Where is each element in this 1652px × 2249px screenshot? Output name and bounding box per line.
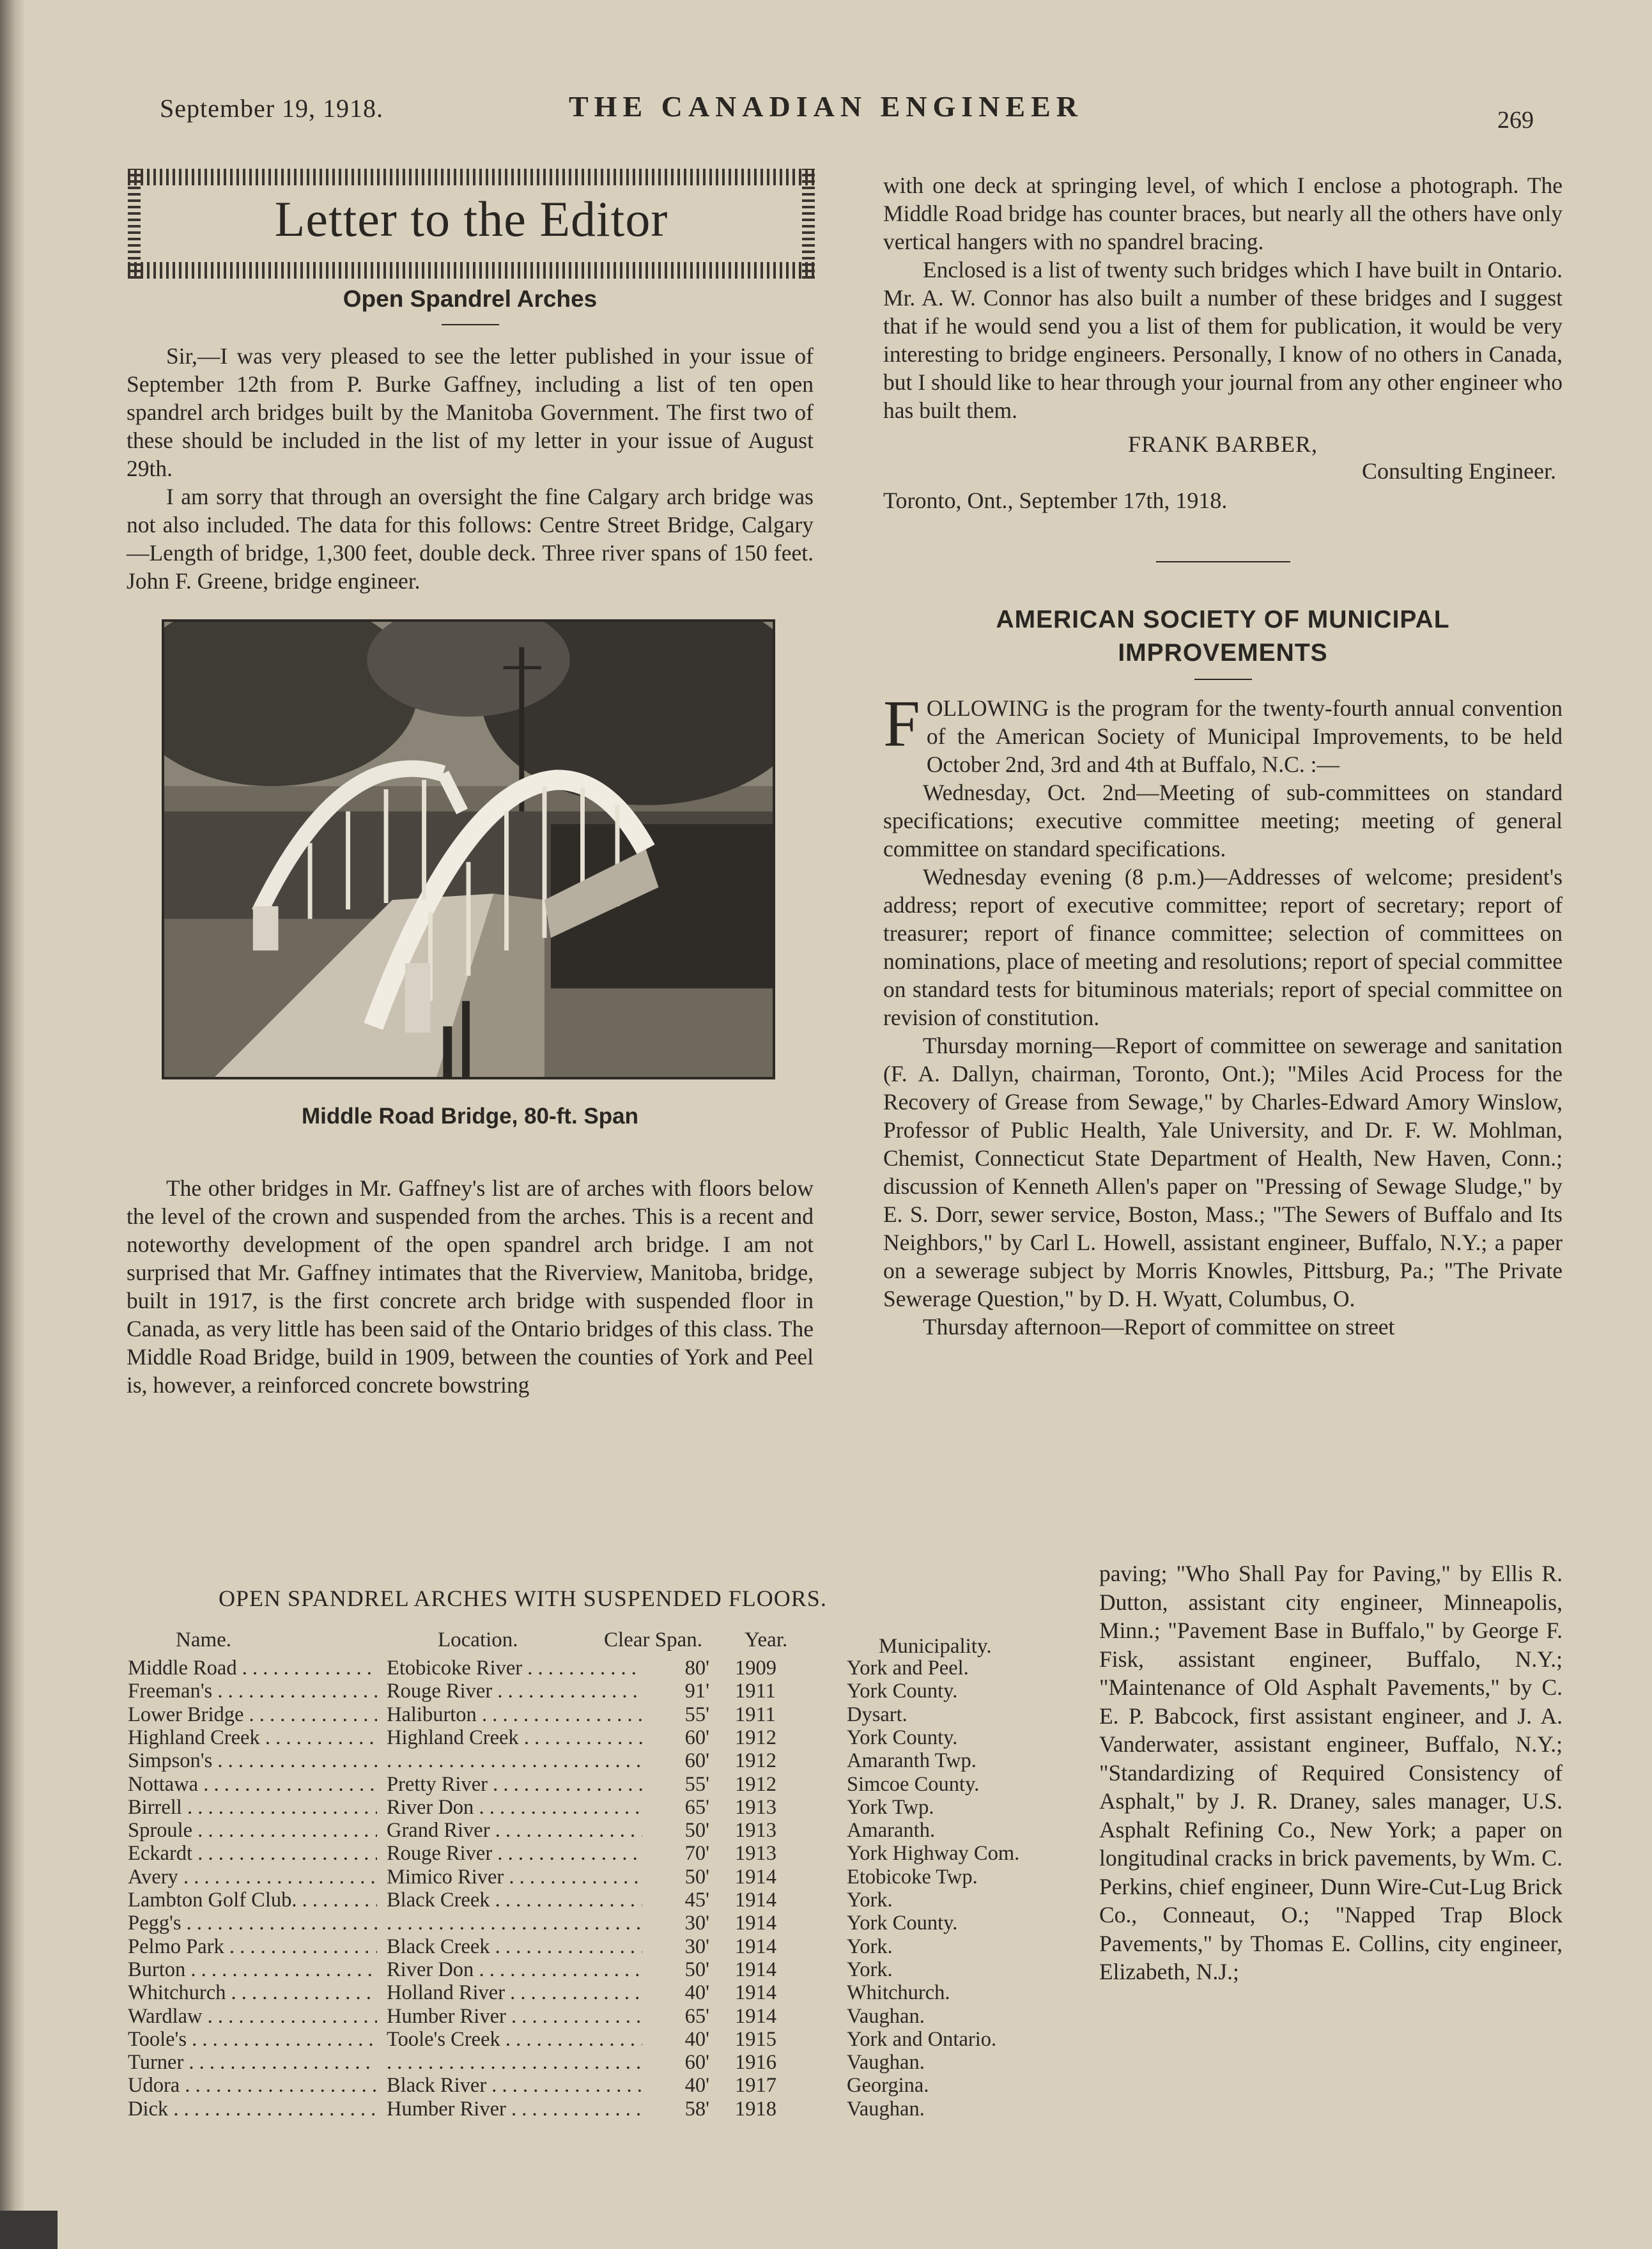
table-header-municipality: Municipality.: [879, 1635, 992, 1658]
table-row: [128, 1703, 1093, 1726]
cell-municipality: York.: [847, 1889, 893, 1912]
cell-municipality: Whitchurch.: [847, 1981, 950, 2005]
left-column: [127, 160, 814, 1399]
cell-year: 1914: [735, 2004, 776, 2028]
table-row: [128, 2074, 1093, 2097]
letter-dateline: Toronto, Ont., September 17th, 1918.: [883, 488, 1228, 513]
cell-span: 50': [684, 1958, 709, 1981]
cell-location: River Don . . .: [387, 1958, 642, 1982]
cell-name: Nottawa . . .: [128, 1773, 377, 1797]
cell-name: Dick . . .: [128, 2098, 377, 2121]
asmi-paragraph-thursday-morning: Thursday morning—Report of committee on sewerage and sanitation (F. A. Dallyn, chairman, Toronto, Ont.); "Miles Acid Process for the Recovery of Grease from Sewage," by Charles-Edward Amory Winslow, Professor of Public Health, Yale University, and Dr. F. W. Mohlman, Chemist, Connecticut State Department of Health, New Haven, Conn.; discussion of Kenneth Allen's paper on "Pressing of Sewage Sludge," by E. S. Dorr, sewer service, Boston, Mass.; "The Sewers of Buffalo and Its Neighbors," by Carl L. Howell, assistant engineer, Buffalo, N.Y.; a paper on a sewerage subject by Morris Knowles, Pittsburg, Pa.; "The Private Sewerage Question," by D. H. Wyatt, Columbus, O.: [883, 1033, 1563, 1311]
cell-location: Black River . . .: [387, 2074, 642, 2098]
page-number: 269: [1497, 107, 1534, 134]
cell-municipality: Vaughan.: [847, 2004, 925, 2028]
cell-municipality: Georgina.: [847, 2074, 929, 2098]
table-row: [128, 2051, 1093, 2074]
cell-location: Rouge River . . .: [387, 1842, 642, 1866]
banner-title: Letter to the Editor: [274, 191, 668, 247]
cell-municipality: York and Ontario.: [847, 2027, 997, 2051]
cell-span: 91': [684, 1680, 709, 1703]
table-header-year: Year.: [745, 1628, 788, 1651]
letter-paragraph-1: Sir,—I was very pleased to see the letter published in your issue of September 12th from P. Burke Gaffney, including a list of ten open spandrel arch bridges built by the Manitoba Government. The first two of these should be included in the list of my letter in your issue of August 29th.: [127, 343, 814, 481]
table-row: [128, 2098, 1093, 2121]
cell-location: Haliburton . . .: [387, 1703, 642, 1727]
cell-year: 1913: [735, 1819, 776, 1843]
asmi-thursday-afternoon-start: Thursday afternoon—Report of committee on street: [923, 1314, 1395, 1340]
cell-year: 1914: [735, 1865, 776, 1889]
cell-span: 55': [684, 1703, 709, 1726]
cell-location: Grand River . . .: [387, 1819, 642, 1843]
journal-title: THE CANADIAN ENGINEER: [569, 90, 1083, 123]
cell-year: 1914: [735, 1935, 776, 1958]
cell-municipality: Etobicoke Twp.: [847, 1865, 978, 1889]
cell-name: Toole's . . .: [128, 2028, 377, 2052]
cell-span: 45': [684, 1889, 709, 1912]
cell-location: Rouge River . . .: [387, 1680, 642, 1703]
cell-municipality: York Highway Com.: [847, 1842, 1020, 1866]
cell-name: Lambton Golf Club. . . .: [128, 1889, 377, 1912]
cell-year: 1916: [735, 2051, 776, 2075]
cell-name: Whitchurch . . .: [128, 1981, 377, 2005]
cell-year: 1912: [735, 1749, 776, 1773]
cell-name: Simpson's . . .: [128, 1749, 377, 1773]
asmi-intro-text: OLLOWING is the program for the twenty-fourth annual convention of the American Society of Municipal Improvements, to be held October 2nd, 3rd and 4th at Buffalo, N.C. :—: [926, 695, 1563, 777]
cell-year: 1914: [735, 1889, 776, 1912]
table-header-span: Clear Span.: [604, 1628, 702, 1651]
cell-name: Avery . . .: [128, 1866, 377, 1889]
cell-name: Lower Bridge . . .: [128, 1703, 377, 1727]
cell-name: Wardlaw . . .: [128, 2005, 377, 2029]
table-header-name: Name.: [176, 1628, 232, 1651]
cell-municipality: York and Peel.: [847, 1657, 969, 1680]
table-row: [128, 1773, 1093, 1796]
cell-municipality: York County.: [847, 1726, 958, 1749]
bridge-photo-illustration: [164, 622, 773, 1077]
cell-municipality: Amaranth Twp.: [847, 1749, 977, 1773]
cell-name: Pegg's . . .: [128, 1912, 377, 1935]
cell-location: Mimico River . . .: [387, 1866, 642, 1889]
cell-location: Toole's Creek . . .: [387, 2028, 642, 2052]
cell-span: 80': [684, 1657, 709, 1680]
signature-title: Consulting Engineer.: [1362, 458, 1556, 484]
table-title: OPEN SPANDREL ARCHES WITH SUSPENDED FLOORS.: [219, 1586, 827, 1611]
cell-municipality: York County.: [847, 1912, 958, 1935]
cell-location: Pretty River . . .: [387, 1773, 642, 1797]
cell-span: 60': [684, 1749, 709, 1773]
letter-to-editor-banner: [128, 160, 815, 272]
table-row: [128, 1889, 1093, 1912]
cell-location: Humber River . . .: [387, 2005, 642, 2029]
table-row: [128, 1958, 1093, 1981]
cell-span: 70': [684, 1842, 709, 1866]
cell-municipality: York.: [847, 1958, 893, 1981]
cell-location: Holland River . . .: [387, 1981, 642, 2005]
cell-year: 1913: [735, 1842, 776, 1866]
cell-year: 1914: [735, 1981, 776, 2005]
cell-span: 40': [684, 1981, 709, 2005]
asmi-heading-line-2: IMPROVEMENTS: [1118, 639, 1328, 667]
cell-year: 1917: [735, 2074, 776, 2098]
table-header-location: Location.: [438, 1628, 518, 1651]
banner-hatch-top: [128, 169, 815, 185]
asmi-thursday-afternoon-rest: paving; "Who Shall Pay for Paving," by Ellis R. Dutton, assistant city engineer, Minneapolis, Minn.; "Pavement Base in Buffalo," by George F. Fisk, assistant engineer, Buffalo, N.Y.; "Maintenance of Old Asphalt Pavements," by C. E. P. Babcock, first assistant engineer, and J. A. Vanderwater, assistant engineer, Buffalo, N.Y.; "Standardizing of Required Consistency of Asphalt," by J. R. Draney, sales manager, U.S. Asphalt Refining Co., New York; a paper on longitudinal cracks in brick pavements, by Wm. C. Perkins, chief engineer, Dunn Wire-Cut-Lug Brick Co., Conneaut, O.; "Napped Trap Block Pavements," by Thomas E. Collins, city engineer, Elizabeth, N.J.;: [1099, 1561, 1563, 1984]
table-row: [128, 1842, 1093, 1865]
table-row: [128, 1680, 1093, 1703]
cell-span: 58': [684, 2097, 709, 2121]
cell-year: 1912: [735, 1726, 776, 1749]
cell-name: Sproule . . .: [128, 1819, 377, 1843]
table-row: [128, 1796, 1093, 1819]
cell-span: 50': [684, 1819, 709, 1843]
asmi-heading-line-1: AMERICAN SOCIETY OF MUNICIPAL: [996, 606, 1450, 633]
table-row: [128, 1981, 1093, 2004]
cell-municipality: Dysart.: [847, 1703, 907, 1726]
cell-location: Etobicoke River . . .: [387, 1657, 642, 1680]
letter-continued: with one deck at springing level, of which I enclose a photograph. The Middle Road bridge has counter braces, but nearly all the others have only vertical hangers with no spandrel bracing.: [883, 173, 1563, 254]
asmi-intro: [883, 687, 1563, 778]
cell-municipality: Amaranth.: [847, 1819, 936, 1843]
drop-cap: F: [883, 687, 920, 761]
table-row: [128, 1749, 1093, 1772]
cell-span: 55': [684, 1772, 709, 1796]
cell-municipality: Simcoe County.: [847, 1772, 980, 1796]
table-row: [128, 1657, 1093, 1680]
asmi-paragraph-wednesday-evening: Wednesday evening (8 p.m.)—Addresses of welcome; president's address; report of executive committee; report of secretary; report of treasurer; report of finance committee; selection of committees on nominations, place of meeting and resolutions; report of special committee on standard tests for bituminous materials; report of special committee on revision of constitution.: [883, 864, 1563, 1030]
cell-span: 65': [684, 2004, 709, 2028]
cell-location: River Don . . .: [387, 1796, 642, 1820]
cell-location: Black Creek . . .: [387, 1935, 642, 1959]
cell-name: Turner . . .: [128, 2051, 377, 2075]
cell-year: 1911: [735, 1680, 776, 1703]
page-gutter-shadow: [0, 0, 26, 2249]
cell-location: Black Creek . . .: [387, 1889, 642, 1912]
cell-location: Humber River . . .: [387, 2098, 642, 2121]
heading-rule: [442, 324, 499, 325]
binding-strip: [0, 2211, 58, 2249]
cell-name: Burton . . .: [128, 1958, 377, 1982]
cell-name: Eckardt . . .: [128, 1842, 377, 1866]
cell-span: 30': [684, 1935, 709, 1958]
running-head: [160, 89, 1534, 134]
letter-paragraph-3: The other bridges in Mr. Gaffney's list are of arches with floors below the level of the crown and suspended from the arches. This is a recent and noteworthy development of the open spandrel arch bridge. I am not surprised that Mr. Gaffney intimates that the Riverview, Manitoba, bridge, built in 1917, is the first concrete arch bridge with suspended floor in Canada, as very little has been said of the Ontario bridges of this class. The Middle Road Bridge, build in 1909, between the counties of York and Peel is, however, a reinforced concrete bowstring: [127, 1175, 814, 1398]
letter-paragraph-2: I am sorry that through an oversight the fine Calgary arch bridge was not also included. The data for this follows: Centre Street Bridge, Calgary—Length of bridge, 1,300 feet, double deck. Three river spans of 150 feet. John F. Greene, bridge engineer.: [127, 484, 814, 594]
asmi-paragraph-wednesday: Wednesday, Oct. 2nd—Meeting of sub-committees on standard specifications; executive committee meeting; meeting of general committee on standard specifications.: [883, 780, 1563, 862]
right-column: [883, 171, 1563, 1341]
issue-date: September 19, 1918.: [160, 94, 384, 123]
cell-location: [387, 1749, 642, 1773]
cell-location: [387, 2051, 642, 2075]
cell-name: Middle Road . . .: [128, 1657, 377, 1680]
table-row: [128, 1912, 1093, 1935]
cell-year: 1913: [735, 1795, 776, 1819]
cell-year: 1914: [735, 1912, 776, 1935]
cell-name: Pelmo Park . . .: [128, 1935, 377, 1959]
cell-municipality: York.: [847, 1935, 893, 1958]
table-row: [128, 1726, 1093, 1749]
cell-name: Highland Creek . . .: [128, 1726, 377, 1750]
table-row: [128, 1819, 1093, 1842]
cell-span: 60': [684, 2051, 709, 2075]
cell-location: [387, 1912, 642, 1935]
cell-name: Udora . . .: [128, 2074, 377, 2098]
cell-municipality: York County.: [847, 1680, 958, 1703]
cell-location: Highland Creek . . .: [387, 1726, 642, 1750]
table-row: [128, 2028, 1093, 2051]
signature-name: FRANK BARBER,: [1127, 431, 1318, 457]
cell-span: 60': [684, 1726, 709, 1749]
cell-year: 1915: [735, 2027, 776, 2051]
cell-municipality: Vaughan.: [847, 2097, 925, 2121]
cell-year: 1911: [735, 1703, 776, 1726]
cell-span: 30': [684, 1912, 709, 1935]
cell-span: 50': [684, 1865, 709, 1889]
cell-span: 40': [684, 2074, 709, 2098]
banner-hatch-bottom: [128, 262, 815, 279]
cell-year: 1909: [735, 1657, 776, 1680]
right-column-tail: [1099, 1559, 1563, 1986]
table-row: [128, 2005, 1093, 2028]
letter-heading: Open Spandrel Arches: [343, 286, 598, 312]
asmi-heading-rule: [1194, 679, 1252, 680]
photo-caption: Middle Road Bridge, 80-ft. Span: [302, 1104, 638, 1129]
cell-span: 40': [684, 2027, 709, 2051]
bridge-photo: [162, 619, 775, 1079]
cell-year: 1914: [735, 1958, 776, 1981]
section-separator: [1156, 561, 1290, 562]
table-row: [128, 1935, 1093, 1958]
cell-name: Freeman's . . .: [128, 1680, 377, 1703]
asmi-heading: [883, 603, 1563, 670]
cell-name: Birrell . . .: [128, 1796, 377, 1820]
letter-paragraph-right-2: Enclosed is a list of twenty such bridges which I have built in Ontario. Mr. A. W. Connor has also built a number of these bridges and I suggest that if he would send you a list of them for publication, it would be very interesting to bridge engineers. Personally, I know of no others in Canada, but I should like to hear through your journal from any other engineer who has built them.: [883, 257, 1563, 423]
table-row: [128, 1866, 1093, 1889]
cell-span: 65': [684, 1795, 709, 1819]
cell-year: 1912: [735, 1772, 776, 1796]
cell-municipality: York Twp.: [847, 1795, 934, 1819]
cell-year: 1918: [735, 2097, 776, 2121]
cell-municipality: Vaughan.: [847, 2051, 925, 2075]
